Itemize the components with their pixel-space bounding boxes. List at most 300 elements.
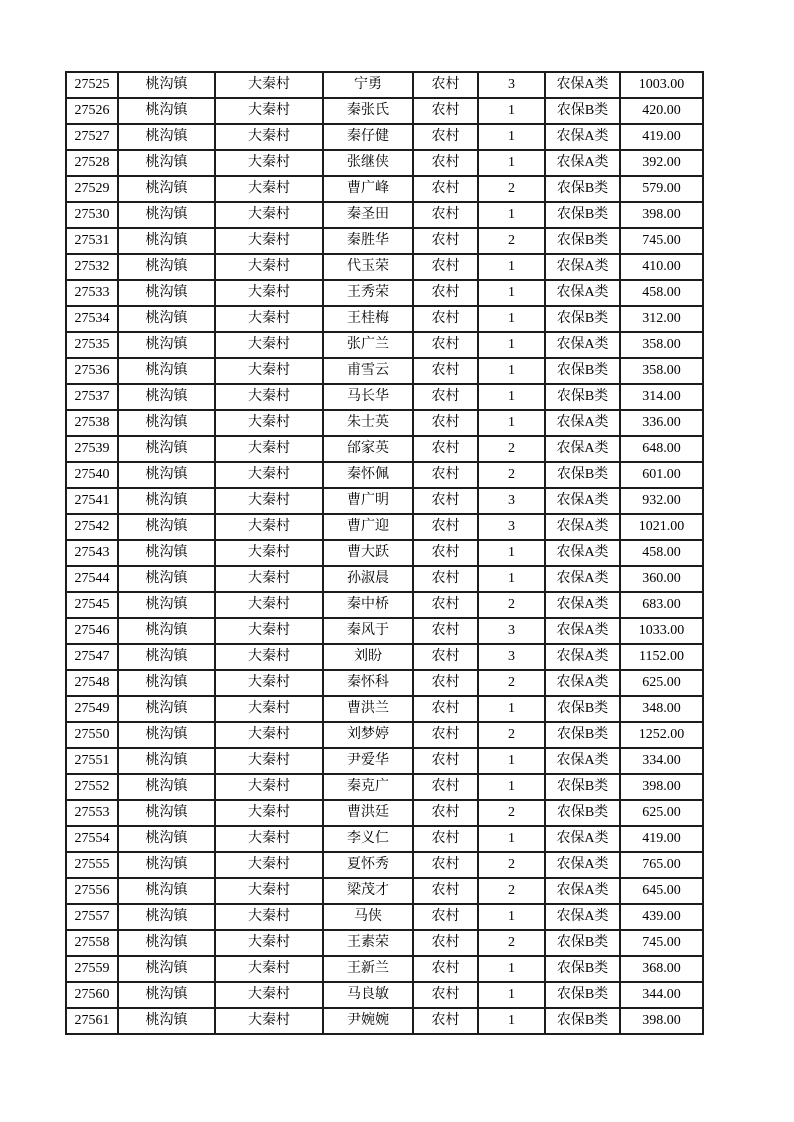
cell-amount: 314.00 bbox=[620, 384, 703, 410]
cell-person-name: 代玉荣 bbox=[323, 254, 413, 280]
cell-record-id: 27549 bbox=[66, 696, 118, 722]
cell-insurance-category: 农保A类 bbox=[545, 670, 620, 696]
cell-village: 大秦村 bbox=[215, 592, 323, 618]
cell-count: 2 bbox=[478, 670, 545, 696]
cell-village: 大秦村 bbox=[215, 488, 323, 514]
cell-insurance-category: 农保A类 bbox=[545, 514, 620, 540]
cell-record-id: 27557 bbox=[66, 904, 118, 930]
cell-record-id: 27559 bbox=[66, 956, 118, 982]
cell-village: 大秦村 bbox=[215, 722, 323, 748]
cell-village: 大秦村 bbox=[215, 540, 323, 566]
cell-residence-type: 农村 bbox=[413, 436, 478, 462]
cell-amount: 398.00 bbox=[620, 1008, 703, 1034]
cell-town: 桃沟镇 bbox=[118, 566, 215, 592]
cell-town: 桃沟镇 bbox=[118, 98, 215, 124]
cell-amount: 392.00 bbox=[620, 150, 703, 176]
cell-person-name: 马侠 bbox=[323, 904, 413, 930]
cell-village: 大秦村 bbox=[215, 696, 323, 722]
cell-amount: 1003.00 bbox=[620, 72, 703, 98]
cell-town: 桃沟镇 bbox=[118, 774, 215, 800]
cell-record-id: 27561 bbox=[66, 1008, 118, 1034]
cell-residence-type: 农村 bbox=[413, 1008, 478, 1034]
cell-residence-type: 农村 bbox=[413, 358, 478, 384]
cell-village: 大秦村 bbox=[215, 644, 323, 670]
cell-residence-type: 农村 bbox=[413, 696, 478, 722]
cell-village: 大秦村 bbox=[215, 930, 323, 956]
cell-amount: 360.00 bbox=[620, 566, 703, 592]
cell-record-id: 27546 bbox=[66, 618, 118, 644]
table-row bbox=[66, 696, 703, 722]
cell-town: 桃沟镇 bbox=[118, 592, 215, 618]
cell-person-name: 秦仔健 bbox=[323, 124, 413, 150]
cell-town: 桃沟镇 bbox=[118, 722, 215, 748]
cell-residence-type: 农村 bbox=[413, 826, 478, 852]
cell-amount: 334.00 bbox=[620, 748, 703, 774]
cell-insurance-category: 农保A类 bbox=[545, 566, 620, 592]
cell-amount: 1152.00 bbox=[620, 644, 703, 670]
cell-residence-type: 农村 bbox=[413, 176, 478, 202]
cell-person-name: 邰家英 bbox=[323, 436, 413, 462]
cell-record-id: 27540 bbox=[66, 462, 118, 488]
cell-residence-type: 农村 bbox=[413, 722, 478, 748]
cell-count: 1 bbox=[478, 774, 545, 800]
cell-record-id: 27547 bbox=[66, 644, 118, 670]
cell-amount: 419.00 bbox=[620, 826, 703, 852]
cell-insurance-category: 农保A类 bbox=[545, 540, 620, 566]
table-row bbox=[66, 982, 703, 1008]
cell-town: 桃沟镇 bbox=[118, 878, 215, 904]
cell-person-name: 秦怀佩 bbox=[323, 462, 413, 488]
cell-amount: 932.00 bbox=[620, 488, 703, 514]
cell-person-name: 夏怀秀 bbox=[323, 852, 413, 878]
table-row bbox=[66, 462, 703, 488]
cell-amount: 420.00 bbox=[620, 98, 703, 124]
cell-count: 2 bbox=[478, 852, 545, 878]
table-row bbox=[66, 254, 703, 280]
cell-insurance-category: 农保A类 bbox=[545, 332, 620, 358]
cell-count: 1 bbox=[478, 254, 545, 280]
cell-town: 桃沟镇 bbox=[118, 748, 215, 774]
cell-person-name: 曹大跃 bbox=[323, 540, 413, 566]
table-row bbox=[66, 592, 703, 618]
cell-town: 桃沟镇 bbox=[118, 540, 215, 566]
cell-count: 2 bbox=[478, 722, 545, 748]
cell-insurance-category: 农保B类 bbox=[545, 800, 620, 826]
cell-village: 大秦村 bbox=[215, 150, 323, 176]
cell-count: 1 bbox=[478, 748, 545, 774]
table-row bbox=[66, 540, 703, 566]
cell-residence-type: 农村 bbox=[413, 670, 478, 696]
cell-record-id: 27544 bbox=[66, 566, 118, 592]
cell-town: 桃沟镇 bbox=[118, 644, 215, 670]
table-row bbox=[66, 202, 703, 228]
cell-village: 大秦村 bbox=[215, 176, 323, 202]
cell-person-name: 曹洪廷 bbox=[323, 800, 413, 826]
cell-village: 大秦村 bbox=[215, 280, 323, 306]
cell-insurance-category: 农保A类 bbox=[545, 124, 620, 150]
cell-insurance-category: 农保B类 bbox=[545, 306, 620, 332]
cell-person-name: 刘盼 bbox=[323, 644, 413, 670]
cell-amount: 458.00 bbox=[620, 540, 703, 566]
table-row bbox=[66, 228, 703, 254]
cell-insurance-category: 农保A类 bbox=[545, 150, 620, 176]
cell-record-id: 27527 bbox=[66, 124, 118, 150]
cell-town: 桃沟镇 bbox=[118, 1008, 215, 1034]
cell-count: 2 bbox=[478, 462, 545, 488]
cell-town: 桃沟镇 bbox=[118, 436, 215, 462]
cell-person-name: 尹婉婉 bbox=[323, 1008, 413, 1034]
cell-count: 3 bbox=[478, 618, 545, 644]
cell-village: 大秦村 bbox=[215, 618, 323, 644]
cell-count: 1 bbox=[478, 384, 545, 410]
cell-count: 1 bbox=[478, 1008, 545, 1034]
cell-person-name: 曹广明 bbox=[323, 488, 413, 514]
cell-town: 桃沟镇 bbox=[118, 202, 215, 228]
cell-person-name: 曹洪兰 bbox=[323, 696, 413, 722]
cell-record-id: 27558 bbox=[66, 930, 118, 956]
cell-record-id: 27529 bbox=[66, 176, 118, 202]
cell-person-name: 张继侠 bbox=[323, 150, 413, 176]
cell-amount: 1252.00 bbox=[620, 722, 703, 748]
table-row bbox=[66, 306, 703, 332]
table-row bbox=[66, 956, 703, 982]
cell-residence-type: 农村 bbox=[413, 202, 478, 228]
cell-residence-type: 农村 bbox=[413, 98, 478, 124]
cell-village: 大秦村 bbox=[215, 202, 323, 228]
cell-count: 1 bbox=[478, 98, 545, 124]
cell-village: 大秦村 bbox=[215, 982, 323, 1008]
cell-record-id: 27537 bbox=[66, 384, 118, 410]
cell-insurance-category: 农保B类 bbox=[545, 956, 620, 982]
cell-count: 1 bbox=[478, 982, 545, 1008]
cell-town: 桃沟镇 bbox=[118, 306, 215, 332]
cell-town: 桃沟镇 bbox=[118, 462, 215, 488]
cell-record-id: 27560 bbox=[66, 982, 118, 1008]
cell-town: 桃沟镇 bbox=[118, 982, 215, 1008]
cell-insurance-category: 农保B类 bbox=[545, 774, 620, 800]
cell-record-id: 27530 bbox=[66, 202, 118, 228]
cell-town: 桃沟镇 bbox=[118, 826, 215, 852]
cell-insurance-category: 农保B类 bbox=[545, 722, 620, 748]
cell-insurance-category: 农保A类 bbox=[545, 748, 620, 774]
cell-town: 桃沟镇 bbox=[118, 332, 215, 358]
cell-town: 桃沟镇 bbox=[118, 618, 215, 644]
cell-amount: 344.00 bbox=[620, 982, 703, 1008]
cell-insurance-category: 农保B类 bbox=[545, 930, 620, 956]
cell-amount: 419.00 bbox=[620, 124, 703, 150]
cell-village: 大秦村 bbox=[215, 332, 323, 358]
cell-record-id: 27556 bbox=[66, 878, 118, 904]
cell-count: 2 bbox=[478, 228, 545, 254]
cell-amount: 368.00 bbox=[620, 956, 703, 982]
cell-residence-type: 农村 bbox=[413, 748, 478, 774]
cell-village: 大秦村 bbox=[215, 514, 323, 540]
cell-record-id: 27532 bbox=[66, 254, 118, 280]
cell-amount: 1033.00 bbox=[620, 618, 703, 644]
cell-residence-type: 农村 bbox=[413, 618, 478, 644]
table-row bbox=[66, 1008, 703, 1034]
table-row bbox=[66, 410, 703, 436]
cell-count: 1 bbox=[478, 904, 545, 930]
cell-village: 大秦村 bbox=[215, 956, 323, 982]
cell-village: 大秦村 bbox=[215, 462, 323, 488]
cell-record-id: 27539 bbox=[66, 436, 118, 462]
cell-amount: 765.00 bbox=[620, 852, 703, 878]
cell-amount: 601.00 bbox=[620, 462, 703, 488]
cell-town: 桃沟镇 bbox=[118, 124, 215, 150]
cell-village: 大秦村 bbox=[215, 904, 323, 930]
cell-person-name: 尹爱华 bbox=[323, 748, 413, 774]
cell-record-id: 27541 bbox=[66, 488, 118, 514]
cell-residence-type: 农村 bbox=[413, 774, 478, 800]
cell-amount: 398.00 bbox=[620, 774, 703, 800]
cell-count: 3 bbox=[478, 644, 545, 670]
cell-insurance-category: 农保A类 bbox=[545, 852, 620, 878]
cell-village: 大秦村 bbox=[215, 852, 323, 878]
cell-residence-type: 农村 bbox=[413, 514, 478, 540]
cell-amount: 358.00 bbox=[620, 332, 703, 358]
cell-person-name: 王新兰 bbox=[323, 956, 413, 982]
cell-residence-type: 农村 bbox=[413, 592, 478, 618]
cell-record-id: 27528 bbox=[66, 150, 118, 176]
cell-village: 大秦村 bbox=[215, 748, 323, 774]
cell-amount: 645.00 bbox=[620, 878, 703, 904]
table-row bbox=[66, 514, 703, 540]
cell-person-name: 王素荣 bbox=[323, 930, 413, 956]
cell-residence-type: 农村 bbox=[413, 332, 478, 358]
cell-amount: 745.00 bbox=[620, 930, 703, 956]
cell-person-name: 梁茂才 bbox=[323, 878, 413, 904]
cell-count: 3 bbox=[478, 514, 545, 540]
table-row bbox=[66, 72, 703, 98]
cell-amount: 439.00 bbox=[620, 904, 703, 930]
table-row bbox=[66, 124, 703, 150]
cell-residence-type: 农村 bbox=[413, 540, 478, 566]
cell-insurance-category: 农保B类 bbox=[545, 176, 620, 202]
cell-insurance-category: 农保B类 bbox=[545, 696, 620, 722]
cell-person-name: 曹广峰 bbox=[323, 176, 413, 202]
cell-record-id: 27545 bbox=[66, 592, 118, 618]
cell-town: 桃沟镇 bbox=[118, 852, 215, 878]
cell-count: 3 bbox=[478, 72, 545, 98]
cell-count: 1 bbox=[478, 410, 545, 436]
cell-town: 桃沟镇 bbox=[118, 72, 215, 98]
cell-village: 大秦村 bbox=[215, 124, 323, 150]
cell-residence-type: 农村 bbox=[413, 644, 478, 670]
cell-insurance-category: 农保A类 bbox=[545, 488, 620, 514]
cell-person-name: 马长华 bbox=[323, 384, 413, 410]
cell-count: 1 bbox=[478, 540, 545, 566]
cell-record-id: 27533 bbox=[66, 280, 118, 306]
table-container bbox=[65, 71, 704, 1035]
cell-residence-type: 农村 bbox=[413, 488, 478, 514]
cell-amount: 458.00 bbox=[620, 280, 703, 306]
table-row bbox=[66, 358, 703, 384]
cell-residence-type: 农村 bbox=[413, 306, 478, 332]
cell-person-name: 秦怀科 bbox=[323, 670, 413, 696]
cell-town: 桃沟镇 bbox=[118, 228, 215, 254]
cell-village: 大秦村 bbox=[215, 98, 323, 124]
cell-count: 1 bbox=[478, 202, 545, 228]
cell-record-id: 27543 bbox=[66, 540, 118, 566]
cell-record-id: 27534 bbox=[66, 306, 118, 332]
cell-residence-type: 农村 bbox=[413, 956, 478, 982]
cell-record-id: 27548 bbox=[66, 670, 118, 696]
cell-insurance-category: 农保B类 bbox=[545, 982, 620, 1008]
cell-amount: 358.00 bbox=[620, 358, 703, 384]
cell-count: 2 bbox=[478, 176, 545, 202]
table-row bbox=[66, 904, 703, 930]
cell-count: 1 bbox=[478, 332, 545, 358]
cell-count: 1 bbox=[478, 826, 545, 852]
cell-amount: 625.00 bbox=[620, 670, 703, 696]
cell-residence-type: 农村 bbox=[413, 254, 478, 280]
table-row bbox=[66, 384, 703, 410]
cell-record-id: 27550 bbox=[66, 722, 118, 748]
cell-town: 桃沟镇 bbox=[118, 358, 215, 384]
cell-person-name: 张广兰 bbox=[323, 332, 413, 358]
cell-count: 1 bbox=[478, 566, 545, 592]
cell-town: 桃沟镇 bbox=[118, 488, 215, 514]
cell-person-name: 朱士英 bbox=[323, 410, 413, 436]
cell-residence-type: 农村 bbox=[413, 878, 478, 904]
cell-count: 1 bbox=[478, 956, 545, 982]
cell-residence-type: 农村 bbox=[413, 410, 478, 436]
cell-village: 大秦村 bbox=[215, 254, 323, 280]
cell-person-name: 秦克广 bbox=[323, 774, 413, 800]
cell-insurance-category: 农保A类 bbox=[545, 410, 620, 436]
cell-person-name: 秦风于 bbox=[323, 618, 413, 644]
cell-record-id: 27531 bbox=[66, 228, 118, 254]
cell-insurance-category: 农保A类 bbox=[545, 436, 620, 462]
cell-count: 1 bbox=[478, 124, 545, 150]
cell-insurance-category: 农保A类 bbox=[545, 618, 620, 644]
table-row bbox=[66, 150, 703, 176]
cell-residence-type: 农村 bbox=[413, 280, 478, 306]
cell-person-name: 李义仁 bbox=[323, 826, 413, 852]
cell-amount: 625.00 bbox=[620, 800, 703, 826]
cell-record-id: 27525 bbox=[66, 72, 118, 98]
cell-person-name: 甫雪云 bbox=[323, 358, 413, 384]
cell-village: 大秦村 bbox=[215, 410, 323, 436]
cell-residence-type: 农村 bbox=[413, 800, 478, 826]
table-row bbox=[66, 800, 703, 826]
cell-count: 1 bbox=[478, 280, 545, 306]
cell-residence-type: 农村 bbox=[413, 124, 478, 150]
cell-insurance-category: 农保A类 bbox=[545, 280, 620, 306]
table-row bbox=[66, 722, 703, 748]
cell-insurance-category: 农保B类 bbox=[545, 98, 620, 124]
table-row bbox=[66, 98, 703, 124]
cell-residence-type: 农村 bbox=[413, 930, 478, 956]
cell-person-name: 秦圣田 bbox=[323, 202, 413, 228]
cell-amount: 312.00 bbox=[620, 306, 703, 332]
cell-amount: 579.00 bbox=[620, 176, 703, 202]
cell-village: 大秦村 bbox=[215, 436, 323, 462]
cell-village: 大秦村 bbox=[215, 72, 323, 98]
cell-town: 桃沟镇 bbox=[118, 384, 215, 410]
cell-record-id: 27538 bbox=[66, 410, 118, 436]
cell-residence-type: 农村 bbox=[413, 852, 478, 878]
cell-insurance-category: 农保A类 bbox=[545, 592, 620, 618]
table-row bbox=[66, 618, 703, 644]
cell-insurance-category: 农保A类 bbox=[545, 644, 620, 670]
cell-village: 大秦村 bbox=[215, 384, 323, 410]
cell-village: 大秦村 bbox=[215, 358, 323, 384]
cell-insurance-category: 农保B类 bbox=[545, 358, 620, 384]
cell-count: 2 bbox=[478, 800, 545, 826]
cell-residence-type: 农村 bbox=[413, 150, 478, 176]
cell-town: 桃沟镇 bbox=[118, 904, 215, 930]
cell-person-name: 孙淑晨 bbox=[323, 566, 413, 592]
cell-amount: 398.00 bbox=[620, 202, 703, 228]
cell-amount: 745.00 bbox=[620, 228, 703, 254]
cell-town: 桃沟镇 bbox=[118, 254, 215, 280]
cell-insurance-category: 农保A类 bbox=[545, 826, 620, 852]
cell-insurance-category: 农保B类 bbox=[545, 1008, 620, 1034]
cell-town: 桃沟镇 bbox=[118, 514, 215, 540]
cell-village: 大秦村 bbox=[215, 800, 323, 826]
cell-town: 桃沟镇 bbox=[118, 800, 215, 826]
cell-town: 桃沟镇 bbox=[118, 176, 215, 202]
cell-count: 2 bbox=[478, 592, 545, 618]
cell-count: 2 bbox=[478, 930, 545, 956]
cell-town: 桃沟镇 bbox=[118, 956, 215, 982]
cell-person-name: 秦胜华 bbox=[323, 228, 413, 254]
cell-amount: 348.00 bbox=[620, 696, 703, 722]
table-row bbox=[66, 332, 703, 358]
cell-town: 桃沟镇 bbox=[118, 696, 215, 722]
benefit-records-table bbox=[65, 71, 704, 1035]
cell-residence-type: 农村 bbox=[413, 904, 478, 930]
cell-residence-type: 农村 bbox=[413, 566, 478, 592]
table-row bbox=[66, 826, 703, 852]
cell-residence-type: 农村 bbox=[413, 462, 478, 488]
table-row bbox=[66, 176, 703, 202]
cell-village: 大秦村 bbox=[215, 826, 323, 852]
cell-village: 大秦村 bbox=[215, 228, 323, 254]
table-row bbox=[66, 436, 703, 462]
cell-person-name: 马良敏 bbox=[323, 982, 413, 1008]
cell-amount: 683.00 bbox=[620, 592, 703, 618]
cell-residence-type: 农村 bbox=[413, 228, 478, 254]
cell-count: 1 bbox=[478, 150, 545, 176]
table-row bbox=[66, 852, 703, 878]
cell-count: 1 bbox=[478, 358, 545, 384]
cell-insurance-category: 农保A类 bbox=[545, 254, 620, 280]
table-body bbox=[66, 72, 703, 1034]
cell-town: 桃沟镇 bbox=[118, 930, 215, 956]
cell-town: 桃沟镇 bbox=[118, 670, 215, 696]
cell-record-id: 27555 bbox=[66, 852, 118, 878]
cell-person-name: 秦中桥 bbox=[323, 592, 413, 618]
cell-record-id: 27535 bbox=[66, 332, 118, 358]
cell-town: 桃沟镇 bbox=[118, 410, 215, 436]
cell-insurance-category: 农保B类 bbox=[545, 384, 620, 410]
cell-amount: 648.00 bbox=[620, 436, 703, 462]
cell-village: 大秦村 bbox=[215, 878, 323, 904]
cell-record-id: 27554 bbox=[66, 826, 118, 852]
table-row bbox=[66, 878, 703, 904]
table-row bbox=[66, 930, 703, 956]
cell-village: 大秦村 bbox=[215, 566, 323, 592]
cell-village: 大秦村 bbox=[215, 670, 323, 696]
cell-record-id: 27542 bbox=[66, 514, 118, 540]
table-row bbox=[66, 774, 703, 800]
cell-insurance-category: 农保A类 bbox=[545, 904, 620, 930]
cell-insurance-category: 农保A类 bbox=[545, 878, 620, 904]
cell-insurance-category: 农保B类 bbox=[545, 228, 620, 254]
